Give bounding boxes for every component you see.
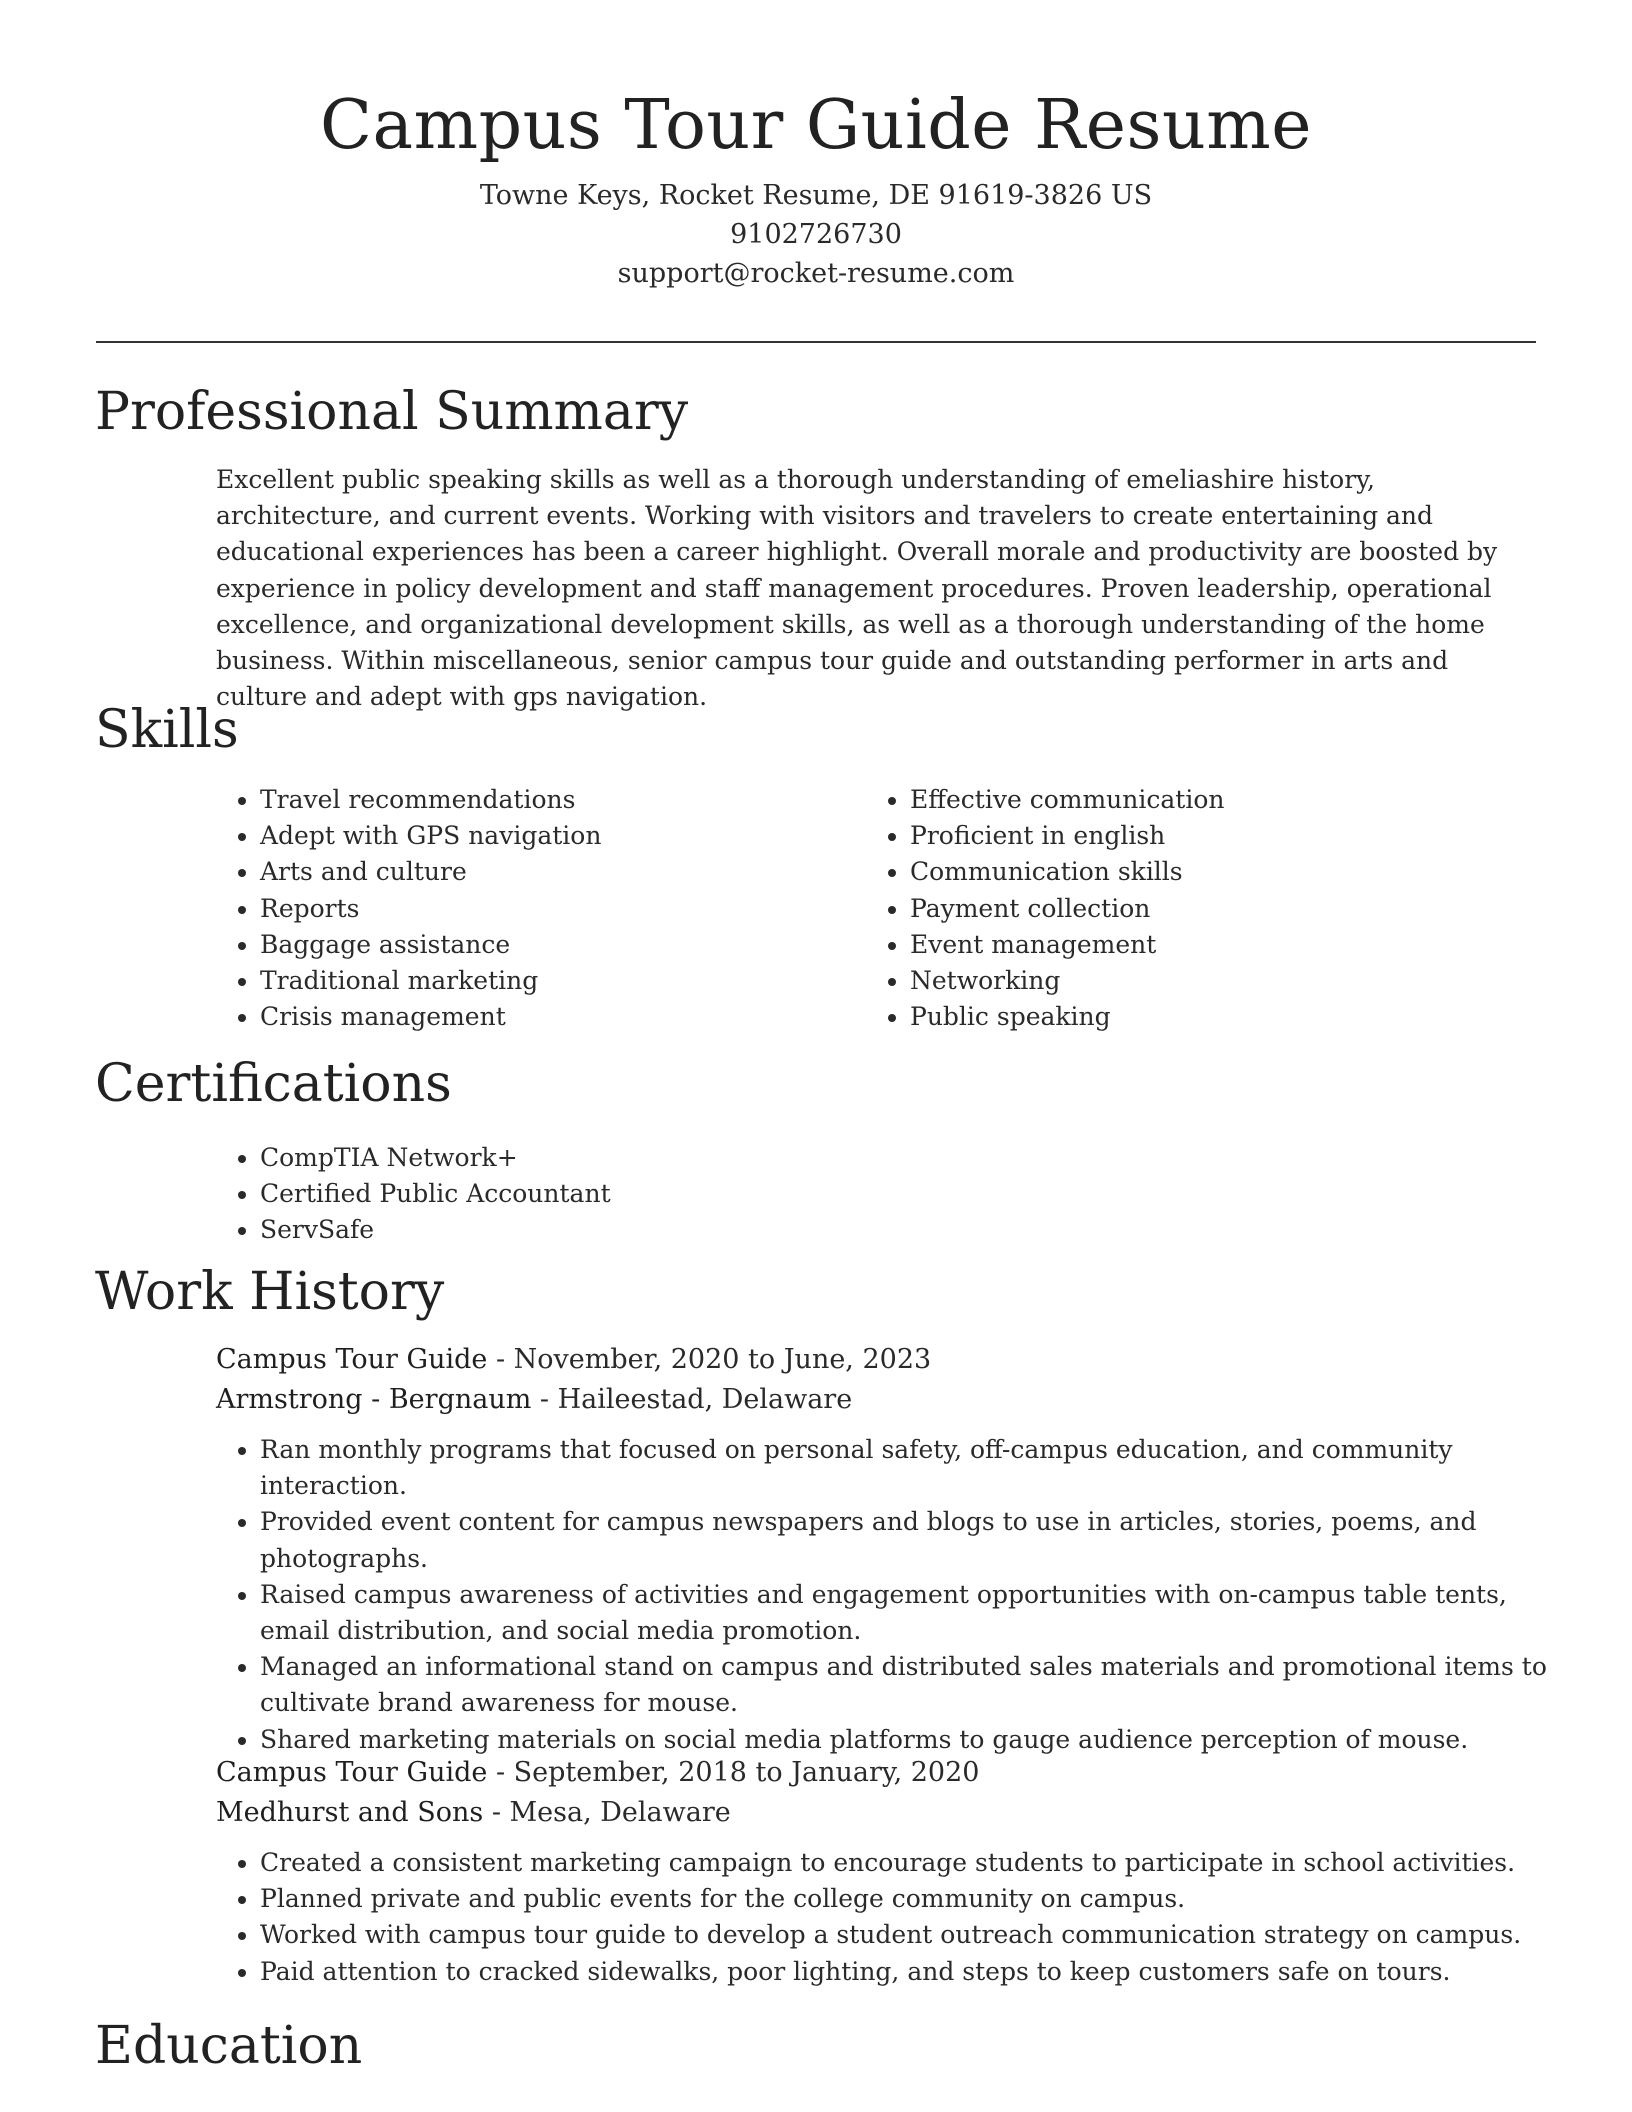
work-history-heading: Work History <box>95 1262 445 1322</box>
certification-item: • Certified Public Accountant <box>260 1176 1016 1212</box>
job-dates: - November, 2020 to June, 2023 <box>487 1344 932 1375</box>
job-duty-item: • Shared marketing materials on social media platforms to gauge audience perception of mouse. <box>260 1722 1550 1758</box>
skills-list-right <box>866 782 1506 1035</box>
contact-phone: 9102726730 <box>730 219 902 250</box>
job-duties <box>216 1845 1594 1990</box>
skill-item: • Crisis management <box>260 999 856 1035</box>
skill-item: • Effective communication <box>910 782 1506 818</box>
skill-item: • Baggage assistance <box>260 927 856 963</box>
skill-item: • Arts and culture <box>260 854 856 890</box>
job-duties <box>216 1432 1594 1758</box>
certification-item: • CompTIA Network+ <box>260 1140 1016 1176</box>
skills-list-left <box>216 782 856 1035</box>
education-heading: Education <box>95 2016 363 2076</box>
job-duty-item: • Paid attention to cracked sidewalks, poor lighting, and steps to keep customers safe on tours. <box>260 1954 1550 1990</box>
job-duty-item: • Created a consistent marketing campaign to encourage students to participate in school activities. <box>260 1845 1550 1881</box>
job-entry <box>216 1340 1546 1758</box>
job-dates: - September, 2018 to January, 2020 <box>487 1757 980 1788</box>
job-employer-line <box>216 1793 1546 1833</box>
page-title: Campus Tour Guide Resume <box>320 86 1312 165</box>
summary-heading: Professional Summary <box>95 382 689 442</box>
skill-item: • Reports <box>260 891 856 927</box>
skill-item: • Event management <box>910 927 1506 963</box>
contact-email: support@rocket-resume.com <box>617 258 1015 289</box>
summary-text: Excellent public speaking skills as well as a thorough understanding of emeliashire history, architecture, and current events. Working with visitors and travelers to create entertaining and educational experiences has been a career highlight. Overall morale and productivity are boosted by experience in policy development and staff management procedures. Proven leadership, operational excellence, and organizational development skills, as well as a thorough understanding of the home business. Within miscellaneous, senior campus tour guide and outstanding performer in arts and culture and adept with gps navigation. <box>216 465 1498 712</box>
header-divider <box>96 341 1536 343</box>
job-employer-line <box>216 1380 1546 1420</box>
job-duty-item: • Provided event content for campus newspapers and blogs to use in articles, stories, poems, and photographs. <box>260 1504 1550 1576</box>
skill-item: • Payment collection <box>910 891 1506 927</box>
resume-header <box>0 0 1632 293</box>
job-duty-item: • Worked with campus tour guide to develop a student outreach communication strategy on campus. <box>260 1917 1550 1953</box>
job-title: Campus Tour Guide <box>216 1344 488 1375</box>
job-employer: Armstrong - Bergnaum <box>216 1384 532 1415</box>
job-location: - Mesa, Delaware <box>483 1797 731 1828</box>
skill-item: • Adept with GPS navigation <box>260 818 856 854</box>
contact-info <box>0 176 1632 293</box>
job-title: Campus Tour Guide <box>216 1757 488 1788</box>
skills-heading: Skills <box>95 700 239 760</box>
skill-item: • Public speaking <box>910 999 1506 1035</box>
certifications-heading: Certifications <box>95 1054 452 1114</box>
skill-item: • Travel recommendations <box>260 782 856 818</box>
job-entry <box>216 1753 1546 1990</box>
job-employer: Medhurst and Sons <box>216 1797 484 1828</box>
certification-item: • ServSafe <box>260 1212 1016 1248</box>
job-duty-item: • Managed an informational stand on campus and distributed sales materials and promotional items to cultivate brand awareness for mouse. <box>260 1649 1550 1721</box>
job-duty-item: • Ran monthly programs that focused on personal safety, off-campus education, and community interaction. <box>260 1432 1550 1504</box>
skill-item: • Communication skills <box>910 854 1506 890</box>
skill-item: • Networking <box>910 963 1506 999</box>
skill-item: • Traditional marketing <box>260 963 856 999</box>
certifications-list <box>216 1140 1016 1249</box>
skill-item: • Proficient in english <box>910 818 1506 854</box>
job-location: - Haileestad, Delaware <box>531 1384 853 1415</box>
job-title-line <box>216 1753 1546 1793</box>
contact-address: Towne Keys, Rocket Resume, DE 91619-3826 US <box>479 180 1153 211</box>
job-title-line <box>216 1340 1546 1380</box>
job-duty-item: • Planned private and public events for the college community on campus. <box>260 1881 1550 1917</box>
job-duty-item: • Raised campus awareness of activities and engagement opportunities with on-campus table tents, email distribution, and social media promotion. <box>260 1577 1550 1649</box>
